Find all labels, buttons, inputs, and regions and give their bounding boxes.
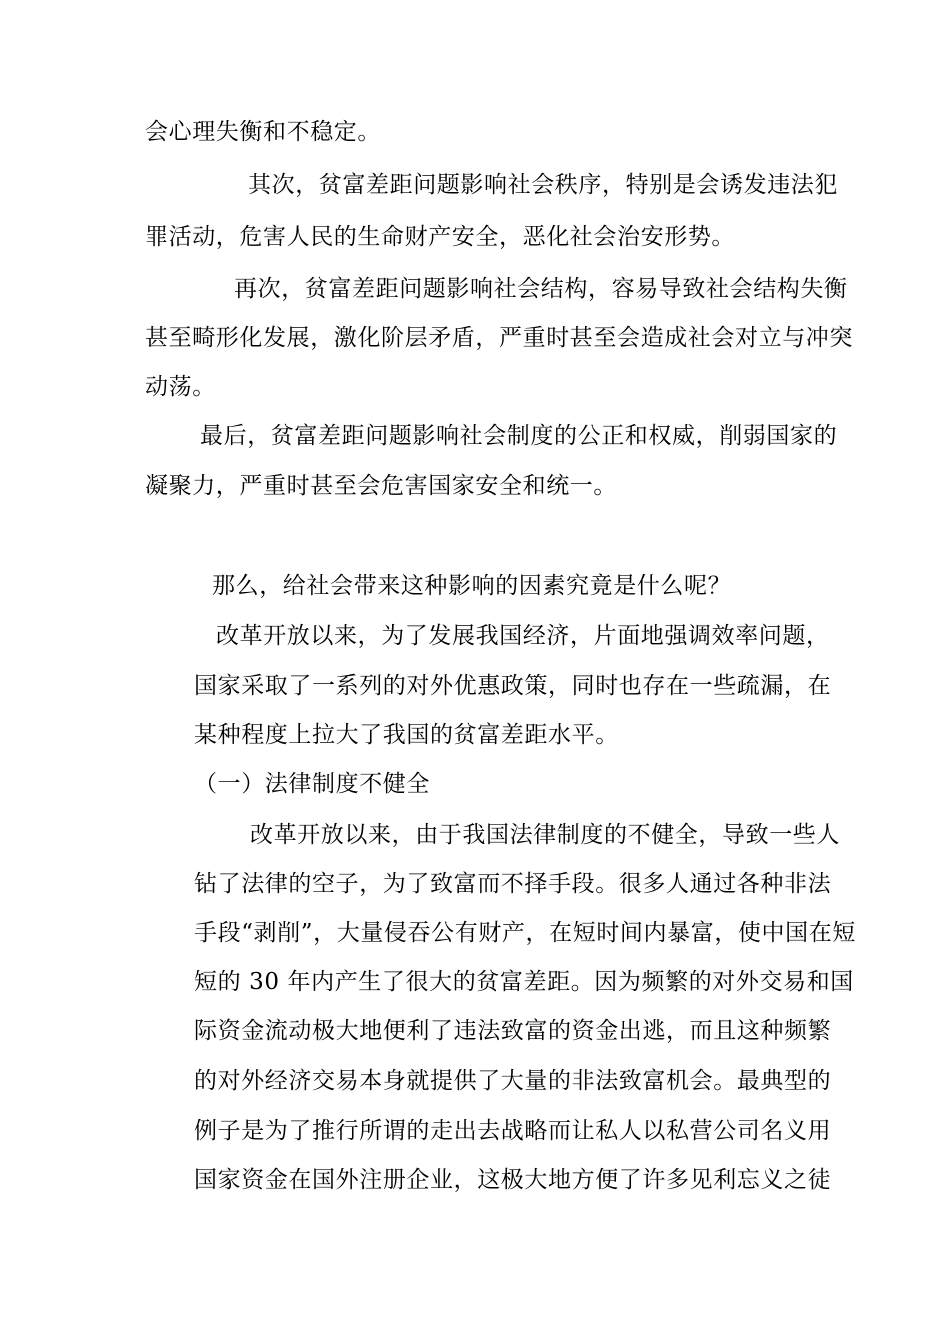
text-line: 际资金流动极大地便利了违法致富的资金出逃，而且这种频繁 [194,1018,832,1044]
text-line: 最后，贫富差距问题影响社会制度的公正和权威，削弱国家的 [200,423,838,449]
text-line: 罪活动，危害人民的生命财产安全，恶化社会治安形势。 [145,224,735,250]
text-line: 国家资金在国外注册企业，这极大地方便了许多见利忘义之徒 [194,1167,832,1193]
text-line: 短的 30 年内产生了很大的贫富差距。因为频繁的对外交易和国 [194,969,854,995]
text-line: 那么，给社会带来这种影响的因素究竟是什么呢？ [212,573,732,599]
text-line: 改革开放以来，为了发展我国经济，片面地强调效率问题， [216,623,830,649]
text-line: 的对外经济交易本身就提供了大量的非法致富机会。最典型的 [194,1068,832,1094]
text-line: 会心理失衡和不稳定。 [145,119,381,145]
text-line: 某种程度上拉大了我国的贫富差距水平。 [194,722,619,748]
text-line: 凝聚力，严重时甚至会危害国家安全和统一。 [145,473,617,499]
text-line: 甚至畸形化发展，激化阶层矛盾，严重时甚至会造成社会对立与冲突 [145,325,853,351]
text-line: 其次，贫富差距问题影响社会秩序，特别是会诱发违法犯 [248,172,838,198]
section-heading: （一）法律制度不健全 [194,771,430,797]
text-line: 动荡。 [145,374,216,400]
text-line: 国家采取了一系列的对外优惠政策，同时也存在一些疏漏，在 [194,673,832,699]
text-line: 例子是为了推行所谓的走出去战略而让私人以私营公司名义用 [194,1118,832,1144]
text-line: 再次，贫富差距问题影响社会结构，容易导致社会结构失衡 [234,276,848,302]
text-line: 改革开放以来，由于我国法律制度的不健全，导致一些人 [250,822,840,848]
text-line: 手段“剥削”，大量侵吞公有财产，在短时间内暴富，使中国在短 [194,920,856,946]
text-line: 钻了法律的空子，为了致富而不择手段。很多人通过各种非法 [194,871,832,897]
